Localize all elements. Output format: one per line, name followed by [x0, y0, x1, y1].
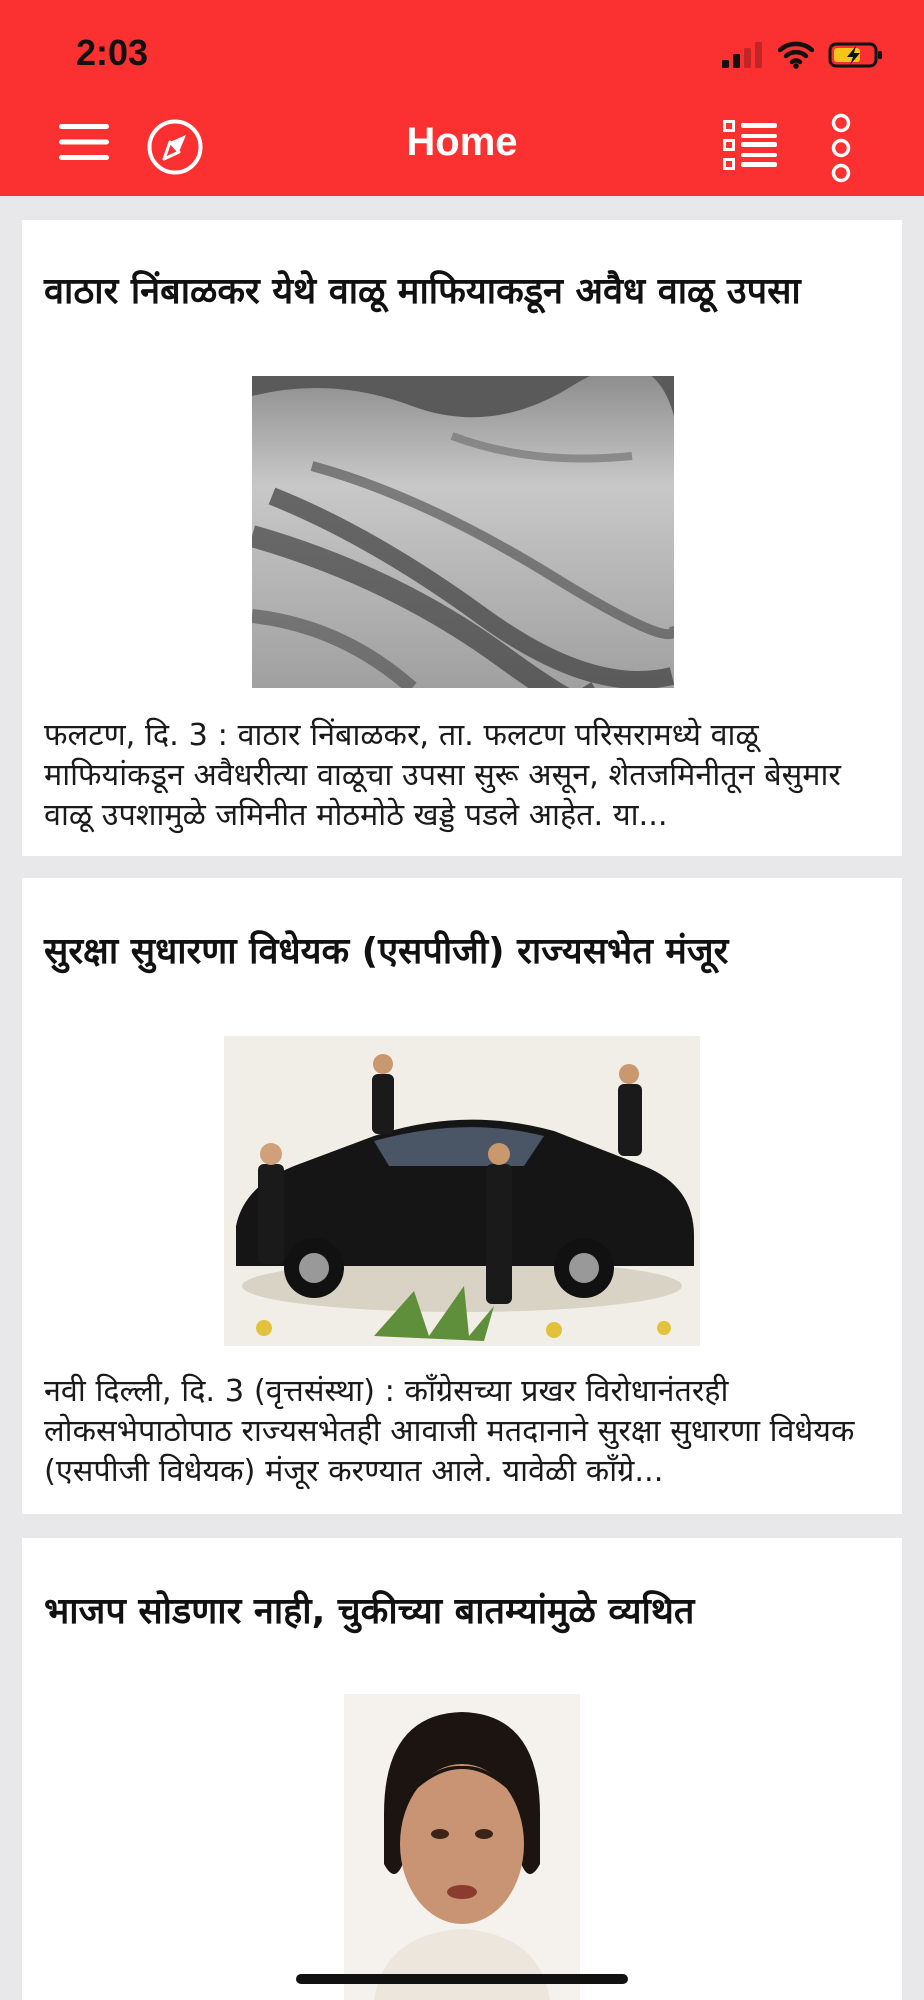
- wifi-icon: [778, 41, 814, 69]
- vertical-dots-icon: [828, 113, 854, 183]
- status-icons: [722, 38, 884, 72]
- article-card[interactable]: [22, 878, 902, 1514]
- app-header: [0, 0, 924, 196]
- article-card[interactable]: [22, 220, 902, 856]
- article-title[interactable]: भाजप सोडणार नाही, चुकीच्या बातम्यांमुळे व्यथित: [44, 1591, 695, 1632]
- list-view-button[interactable]: [722, 120, 778, 170]
- battery-charging-icon: [828, 41, 884, 69]
- page-title: Home: [406, 120, 518, 164]
- woman-portrait-photo: [344, 1694, 580, 2000]
- article-image[interactable]: [252, 376, 674, 688]
- article-excerpt[interactable]: फलटण, दि. 3 : वाठार निंबाळकर, ता. फलटण परिसरामध्ये वाळू माफियांकडून अवैधरीत्या वाळूचा उपसा सुरू असून, शेतजमिनीतून बेसुमार वाळू उपशामुळे जमिनीत मोठमोठे खड्डे पडले आहेत. या...: [44, 718, 841, 833]
- more-options-button[interactable]: [826, 112, 856, 184]
- cellular-signal-icon: [722, 42, 764, 68]
- article-card[interactable]: [22, 1538, 902, 2000]
- list-view-icon: [723, 120, 777, 170]
- article-excerpt[interactable]: नवी दिल्ली, दि. 3 (वृत्तसंस्था) : काँग्रेसच्या प्रखर विरोधानंतरही लोकसभेपाठोपाठ राज्यसभेतही आवाजी मतदानाने सुरक्षा सुधारणा विधेयक (एसपीजी विधेयक) मंजूर करण्यात आले. यावेळी काँग्रे...: [44, 1374, 855, 1489]
- article-title[interactable]: वाठार निंबाळकर येथे वाळू माफियाकडून अवैध वाळू उपसा: [44, 271, 801, 312]
- status-time: 2:03: [76, 32, 149, 73]
- article-image[interactable]: [224, 1036, 700, 1346]
- sand-mining-tracks-photo: [252, 376, 674, 688]
- article-image[interactable]: [344, 1694, 580, 2000]
- home-indicator: [296, 1974, 628, 1984]
- security-guards-car-photo: [224, 1036, 700, 1346]
- article-title[interactable]: सुरक्षा सुधारणा विधेयक (एसपीजी) राज्यसभेत मंजूर: [44, 931, 729, 972]
